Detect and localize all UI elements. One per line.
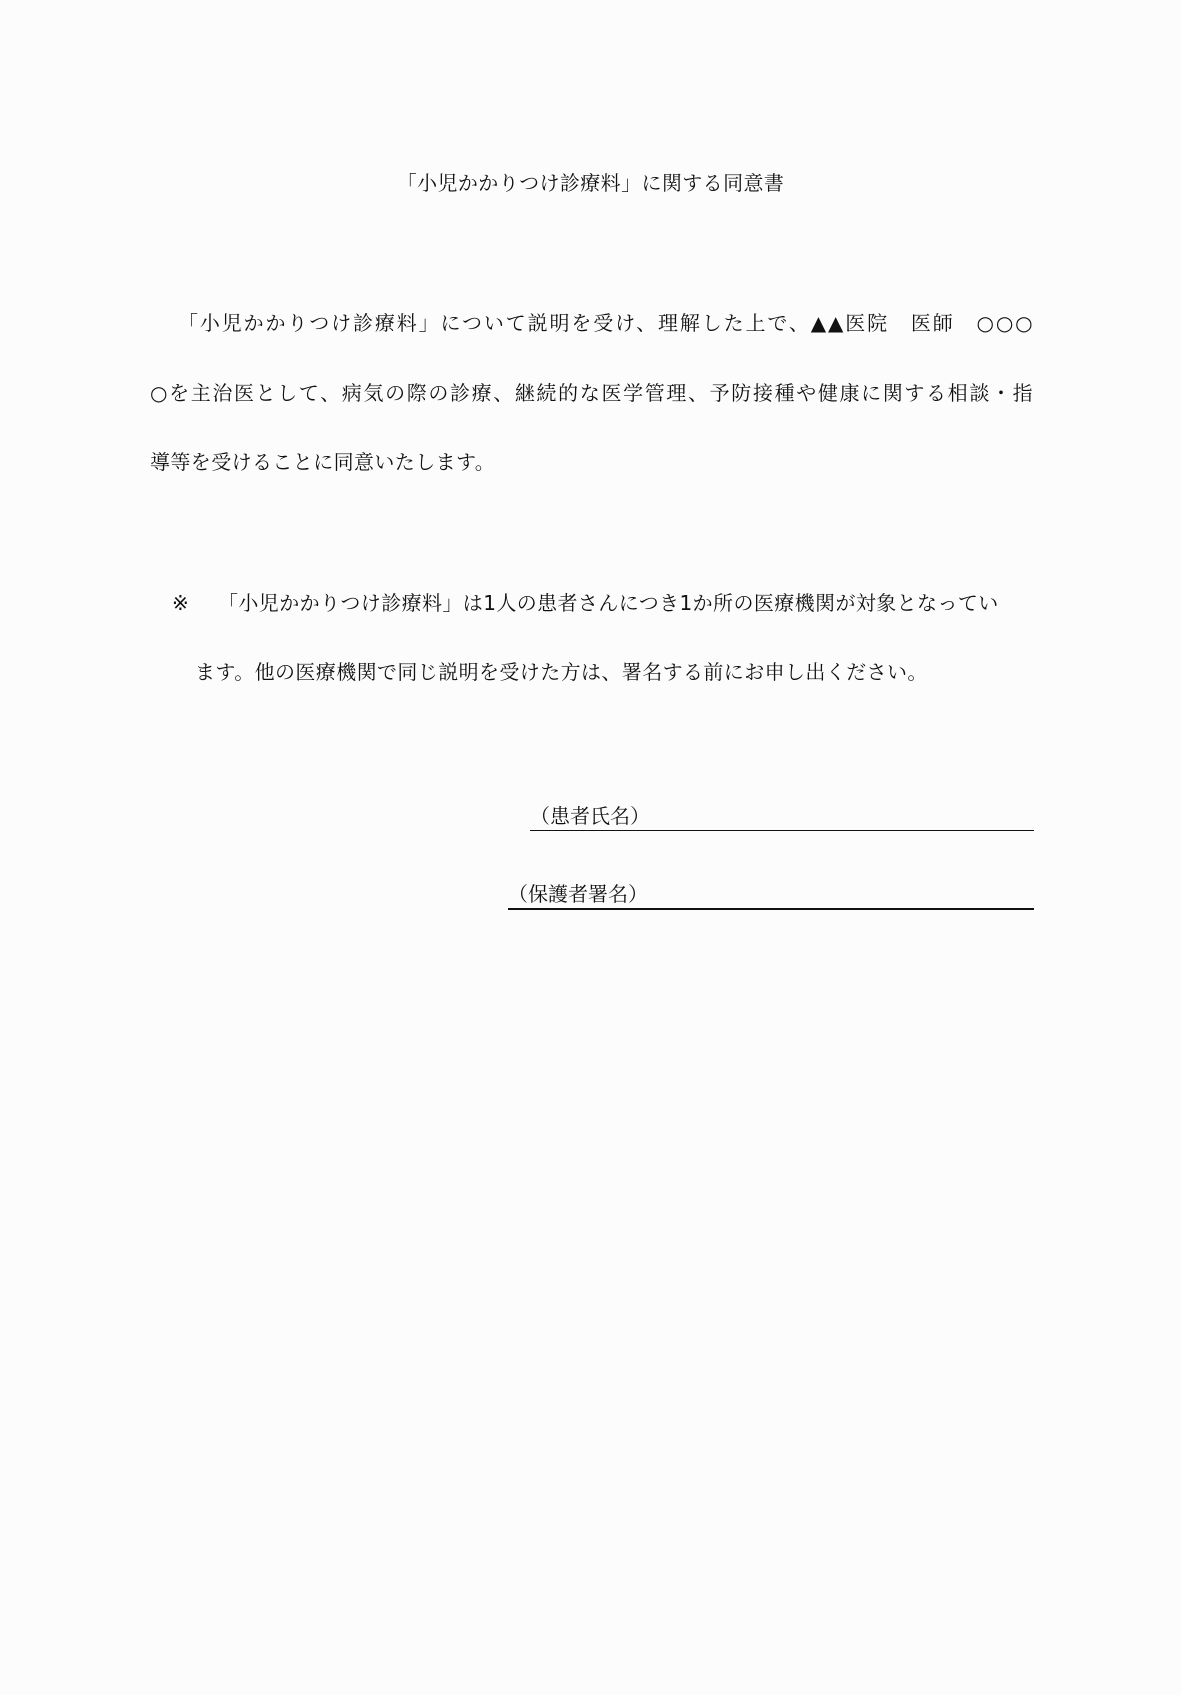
patient-name-field[interactable] bbox=[530, 800, 1034, 831]
consent-line-2: ○を主治医として、病気の際の診療、継続的な医学管理、予防接種や健康に関する相談・指 bbox=[150, 381, 1033, 405]
document-title: 「小児かかりつけ診療料」に関する同意書 bbox=[396, 171, 785, 195]
note-line-1 bbox=[172, 591, 1033, 615]
patient-name-label: （患者氏名） bbox=[530, 804, 650, 828]
consent-line-1: 「小児かかりつけ診療料」について説明を受け、理解した上で、▲▲医院 医師 ○○○ bbox=[178, 311, 1033, 335]
consent-line-3: 導等を受けることに同意いたします。 bbox=[150, 450, 496, 474]
note-line-1-text: 「小児かかりつけ診療料」は1人の患者さんにつき1か所の医療機関が対象となってい bbox=[218, 591, 999, 615]
guardian-signature-field[interactable] bbox=[508, 878, 1034, 910]
note-line-2: ます。他の医療機関で同じ説明を受けた方は、署名する前にお申し出ください。 bbox=[195, 660, 928, 684]
reference-mark-icon: ※ bbox=[172, 591, 190, 615]
guardian-signature-label: （保護者署名） bbox=[508, 882, 648, 906]
